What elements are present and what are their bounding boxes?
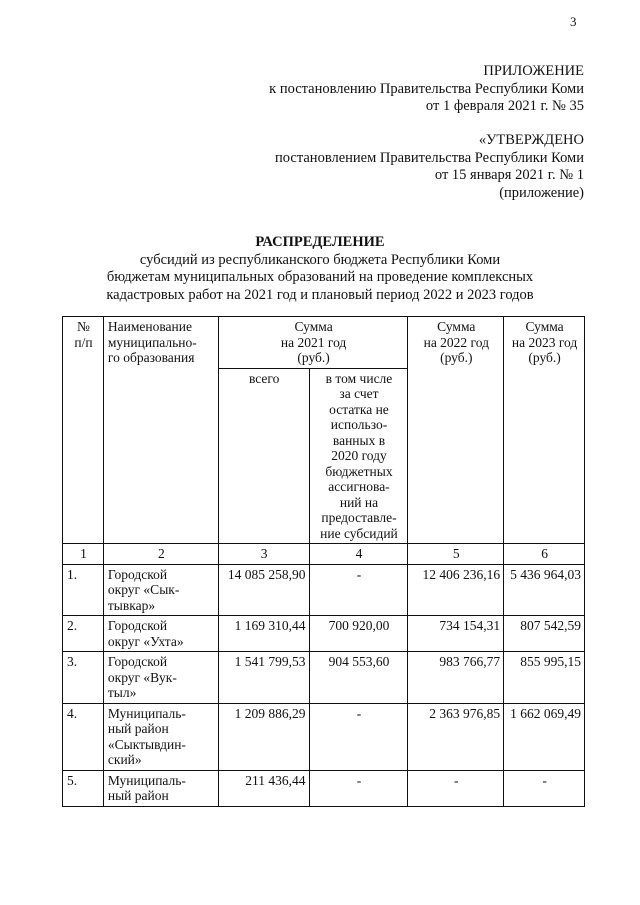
title-main: РАСПРЕДЕЛЕНИЕ xyxy=(255,234,385,250)
header-name: Наименование муниципально- го образования xyxy=(103,317,218,544)
appendix-line-1: к постановлению Правительства Республики Коми xyxy=(269,80,584,97)
header-including: в том числе за счет остатка не использо- ванных в 2020 году бюджетных ассигнова- ний на предоставле- ние субсидий xyxy=(309,368,408,544)
row-name: Городской округ «Ухта» xyxy=(103,616,218,652)
row-2022: - xyxy=(408,770,504,806)
table-row xyxy=(63,770,585,806)
title-line-2: бюджетам муниципальных образований на проведение комплексных xyxy=(106,269,534,285)
page-number: 3 xyxy=(570,14,577,29)
row-2023: 1 662 069,49 xyxy=(504,703,585,770)
row-including: 700 920,00 xyxy=(309,616,408,652)
title-line-1: субсидий из республиканского бюджета Республики Коми xyxy=(139,251,501,268)
header-sum-2021: Сумма на 2021 год (руб.) xyxy=(218,317,408,369)
row-total: 1 541 799,53 xyxy=(218,652,309,704)
row-num: 1. xyxy=(63,564,104,616)
table-row xyxy=(63,703,585,770)
approved-block xyxy=(275,132,584,202)
approved-line-3: (приложение) xyxy=(499,184,584,201)
approved-line-1: постановлением Правительства Республики Коми xyxy=(275,149,584,166)
table-row xyxy=(63,652,585,704)
header-num: № п/п xyxy=(63,317,104,544)
row-2022: 2 363 976,85 xyxy=(408,703,504,770)
row-including: - xyxy=(309,770,408,806)
header-sum-2023: Сумма на 2023 год (руб.) xyxy=(504,317,585,544)
row-including: 904 553,60 xyxy=(309,652,408,704)
row-2022: 983 766,77 xyxy=(408,652,504,704)
distribution-table xyxy=(62,316,585,807)
col-number: 6 xyxy=(504,544,585,565)
col-number: 1 xyxy=(63,544,104,565)
row-name: Городской округ «Вук- тыл» xyxy=(103,652,218,704)
col-number: 3 xyxy=(218,544,309,565)
col-number: 2 xyxy=(103,544,218,565)
approved-heading: «УТВЕРЖДЕНО xyxy=(478,132,584,148)
appendix-line-2: от 1 февраля 2021 г. № 35 xyxy=(425,98,584,114)
table-row xyxy=(63,564,585,616)
row-num: 2. xyxy=(63,616,104,652)
approved-line-2: от 15 января 2021 г. № 1 xyxy=(434,167,584,183)
table-row xyxy=(63,616,585,652)
row-name: Муниципаль- ный район xyxy=(103,770,218,806)
title-line-3: кадастровых работ на 2021 год и плановый период 2022 и 2023 годов xyxy=(106,286,534,303)
row-2022: 734 154,31 xyxy=(408,616,504,652)
row-total: 211 436,44 xyxy=(218,770,309,806)
row-name: Муниципаль- ный район «Сыктывдин- ский» xyxy=(103,703,218,770)
row-2023: 807 542,59 xyxy=(504,616,585,652)
document-title xyxy=(0,234,640,304)
row-2023: 855 995,15 xyxy=(504,652,585,704)
row-num: 5. xyxy=(63,770,104,806)
row-num: 3. xyxy=(63,652,104,704)
row-name: Городской округ «Сык- тывкар» xyxy=(103,564,218,616)
row-including: - xyxy=(309,703,408,770)
column-number-row xyxy=(63,544,585,565)
appendix-heading: ПРИЛОЖЕНИЕ xyxy=(483,63,584,79)
row-total: 1 169 310,44 xyxy=(218,616,309,652)
row-2023: - xyxy=(504,770,585,806)
col-number: 5 xyxy=(408,544,504,565)
row-num: 4. xyxy=(63,703,104,770)
col-number: 4 xyxy=(309,544,408,565)
row-including: - xyxy=(309,564,408,616)
header-total: всего xyxy=(218,368,309,544)
row-2023: 5 436 964,03 xyxy=(504,564,585,616)
header-row-1 xyxy=(63,317,585,369)
row-2022: 12 406 236,16 xyxy=(408,564,504,616)
row-total: 14 085 258,90 xyxy=(218,564,309,616)
header-sum-2022: Сумма на 2022 год (руб.) xyxy=(408,317,504,544)
appendix-block xyxy=(269,63,584,116)
row-total: 1 209 886,29 xyxy=(218,703,309,770)
